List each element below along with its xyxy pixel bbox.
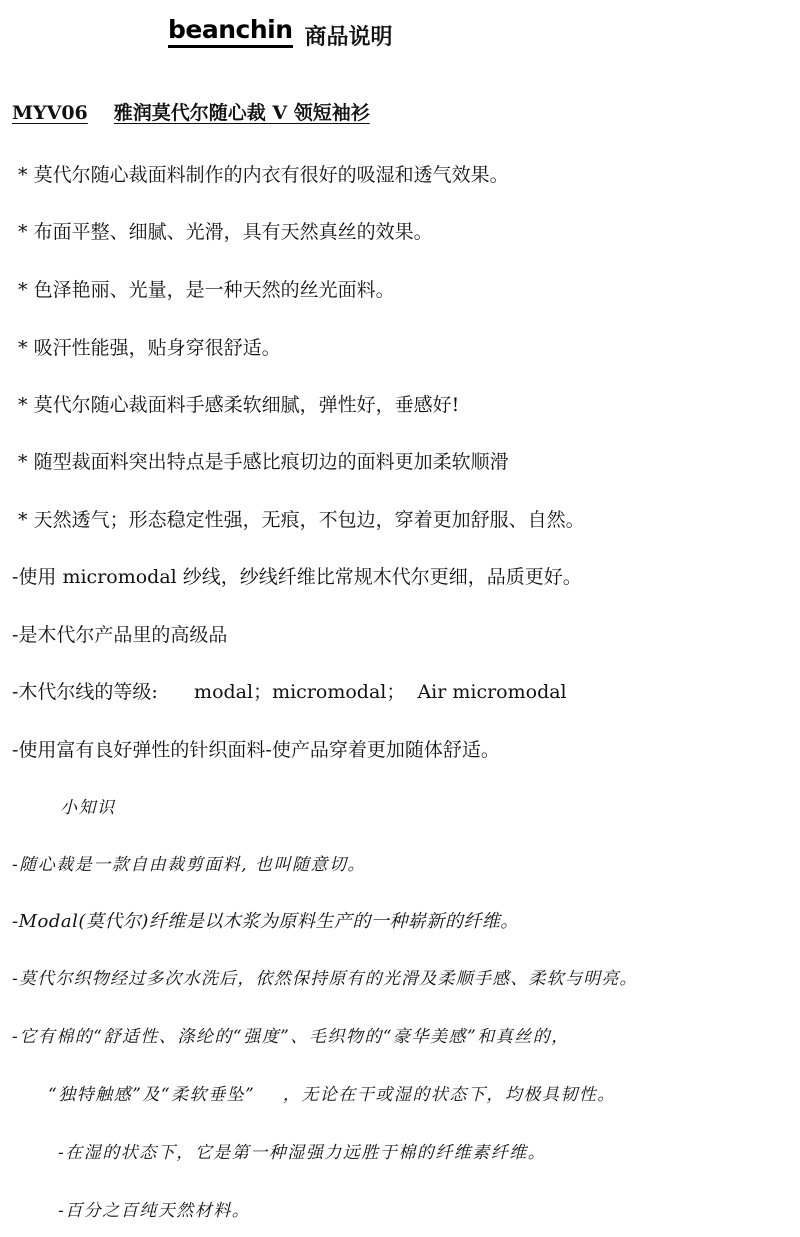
knowledge-line: “独特触感”及“柔软垂坠” ，无论在干或湿的状态下，均极具韧性。 — [48, 1085, 616, 1105]
feature-line: -是木代尔产品里的高级品 — [12, 624, 228, 646]
feature-line: * 莫代尔随心裁面料制作的内衣有很好的吸湿和透气效果。 — [12, 164, 509, 186]
knowledge-line: -它有棉的“舒适性、涤纶的“强度”、毛织物的“豪华美感”和真丝的， — [12, 1027, 570, 1047]
feature-line: * 吸汗性能强，贴身穿很舒适。 — [12, 337, 281, 359]
feature-line: * 随型裁面料突出特点是手感比痕切边的面料更加柔软顺滑 — [12, 451, 509, 473]
product-title — [12, 98, 370, 125]
header-title: 商品说明 — [304, 24, 393, 50]
feature-line: * 莫代尔随心裁面料手感柔软细腻，弹性好，垂感好! — [12, 394, 460, 416]
knowledge-line: -在湿的状态下，它是第一种湿强力远胜于棉的纤维素纤维。 — [58, 1143, 547, 1163]
feature-line: -使用 micromodal 纱线，纱线纤维比常规木代尔更细，品质更好。 — [12, 566, 582, 588]
feature-line: -使用富有良好弹性的针织面料-使产品穿着更加随体舒适。 — [12, 739, 500, 761]
knowledge-heading: 小知识 — [60, 798, 116, 818]
header — [168, 2, 393, 62]
knowledge-line: -Modal(莫代尔)纤维是以木浆为原料生产的一种崭新的纤维。 — [12, 911, 519, 932]
knowledge-line: -莫代尔织物经过多次水洗后，依然保持原有的光滑及柔顺手感、柔软与明亮。 — [12, 969, 638, 989]
feature-line: * 色泽艳丽、光量，是一种天然的丝光面料。 — [12, 279, 395, 301]
knowledge-line: -随心裁是一款自由裁剪面料, 也叫随意切。 — [12, 855, 367, 875]
feature-line: * 布面平整、细腻、光滑，具有天然真丝的效果。 — [12, 221, 433, 243]
product-name: 雅润莫代尔随心裁 V 领短袖衫 — [113, 102, 370, 124]
feature-line: -木代尔线的等级: modal；micromodal； Air micromodal — [12, 681, 567, 703]
knowledge-line: -百分之百纯天然材料。 — [58, 1201, 251, 1221]
feature-line: * 天然透气；形态稳定性强，无痕，不包边，穿着更加舒服、自然。 — [12, 509, 585, 531]
brand-logo: beanchin — [168, 17, 293, 48]
product-code: MYV06 — [12, 102, 88, 124]
